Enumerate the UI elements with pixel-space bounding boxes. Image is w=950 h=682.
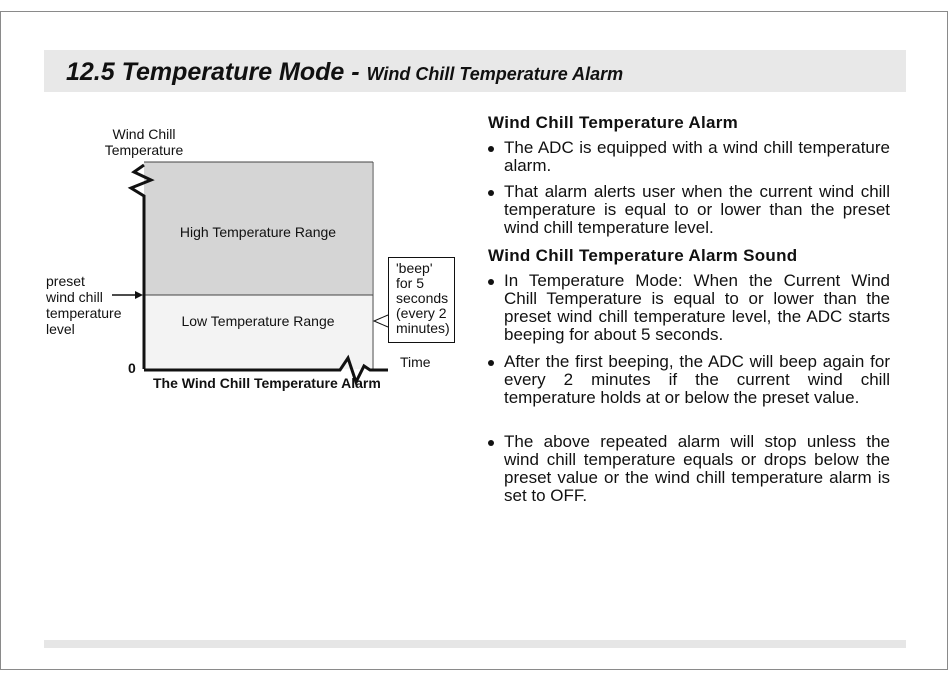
list-item — [488, 353, 890, 407]
diagram-lines — [40, 120, 480, 400]
preset-arrow-head — [135, 291, 143, 299]
preset-label-line: wind chill — [46, 289, 103, 305]
bullet-dot — [488, 440, 494, 446]
bullet-dot — [488, 146, 494, 152]
list-item — [488, 272, 890, 344]
callout-line: for 5 — [396, 275, 425, 291]
page-title-main: 12.5 Temperature Mode - — [66, 58, 367, 86]
callout-pointer — [374, 315, 388, 327]
title-bar — [44, 50, 906, 92]
wind-chill-alarm-diagram — [40, 120, 480, 400]
list-item — [488, 433, 890, 505]
list-item — [488, 183, 890, 237]
section-alarm-sound — [488, 246, 890, 266]
bullet-dot — [488, 279, 494, 285]
preset-label-line: temperature — [46, 305, 122, 321]
bullet-text: In Temperature Mode: When the Current Wind Chill Temperature is equal to or lower than the preset wind chill temperature level, the ADC starts beeping for about 5 seconds. — [504, 271, 890, 344]
y-axis-label-line2: Temperature — [104, 142, 184, 158]
bullet-text: That alarm alerts user when the current wind chill temperature is equal to or lower than the preset wind chill temperature level. — [504, 182, 890, 237]
diagram-caption: The Wind Chill Temperature Alarm — [153, 375, 381, 391]
bullet-text: The ADC is equipped with a wind chill temperature alarm. — [504, 138, 890, 175]
list-item — [488, 139, 890, 175]
section-alarm-bullets — [488, 139, 890, 239]
callout-line: minutes) — [396, 320, 450, 336]
high-zone-label: High Temperature Range — [179, 224, 337, 240]
callout-line: (every 2 — [396, 305, 447, 321]
low-zone-label: Low Temperature Range — [181, 313, 335, 329]
bullet-dot — [488, 190, 494, 196]
bullet-text: After the first beeping, the ADC will beep again for every 2 minutes if the current wind chill temperature holds at or below the preset value. — [504, 352, 890, 407]
bullet-dot — [488, 360, 494, 366]
section-heading-alarm-sound: Wind Chill Temperature Alarm Sound — [488, 246, 798, 265]
section-alarm — [488, 113, 890, 133]
footer-bar — [44, 640, 906, 648]
x-axis-label: Time — [400, 354, 431, 370]
preset-label-line: preset — [46, 273, 85, 289]
section-alarm-sound-bullets — [488, 272, 890, 512]
bullet-text: The above repeated alarm will stop unless the wind chill temperature equals or drops below the preset value or the wind chill temperature alarm is set to OFF. — [504, 432, 890, 505]
preset-label-line: level — [46, 321, 75, 337]
page-title-sub: Wind Chill Temperature Alarm — [366, 64, 624, 84]
y-axis-line — [131, 165, 151, 369]
callout-line: seconds — [396, 290, 449, 306]
callout-line: 'beep' — [396, 260, 433, 276]
y-axis-label-line1: Wind Chill — [112, 126, 176, 142]
section-heading-alarm: Wind Chill Temperature Alarm — [488, 113, 739, 132]
origin-label: 0 — [128, 360, 136, 376]
page-title — [66, 58, 623, 87]
